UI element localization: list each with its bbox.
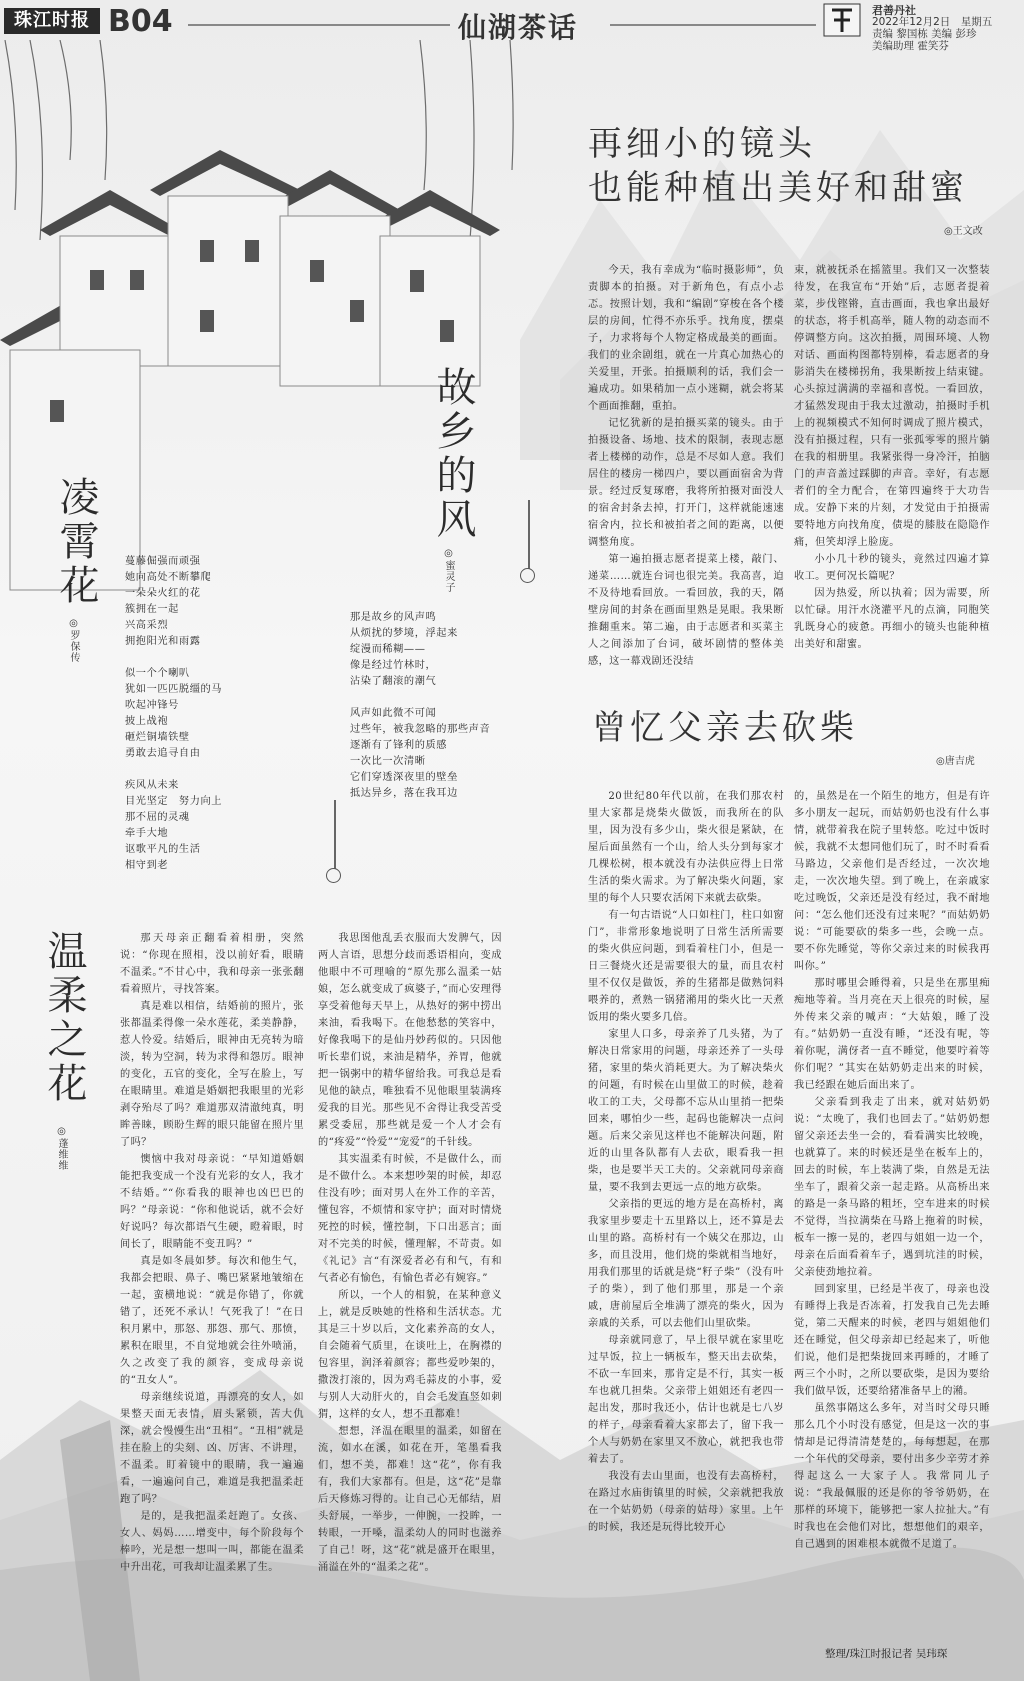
paragraph: 第一遍拍摄志愿者提菜上楼，敲门、递菜……就连台词也很完美。我高喜，迫不及待地看回放。一看回放，我的天，隔壁房间的封条在画面里熟是晃眼。我果断推翻重来。第二遍，由于志愿者和买菜主人之间添加了台词，破坏剧情的整体美感，这一幕戏剧还没结 (588, 554, 784, 667)
poem-line: 它们穿透深夜里的壁垒 (350, 772, 458, 783)
poem-line: 逐渐有了锋利的质感 (350, 740, 448, 751)
poem-line: 牵手大地 (125, 828, 169, 839)
poem-line: 沾染了翻滚的潮气 (350, 676, 437, 687)
paragraph: 回到家里，已经是半夜了，母亲也没有睡得上我是否冻着，打发我自己先去睡觉，第二天醒来的时候，老四与姐姐他们还在睡觉，但父母亲却已经起来了，听他们说，他们是把柴拢回来再睡的，才睡了两三个小时，之所以要砍柴，是因为要给我们做早饭，还要给猪准备早上的潲。 (794, 1284, 990, 1397)
poem-line: 抵达异乡，落在我耳边 (350, 788, 458, 799)
article-lens-title (588, 122, 968, 210)
article-lens-author: ◎王文改 (944, 226, 983, 237)
paragraph: 母亲就同意了，早上很早就在家里吃过早饭，拉上一辆板车，整天出去砍柴，不砍一车回来，那肯定是不行，其实一板车也就几担柴。父亲带上姐姐还有老四一起出发，那时我还小，估计也就是七八岁的样子，母亲看着大家都去了，留下我一个人与奶奶在家里又不放心，就把我也带着去了。 (588, 1335, 784, 1465)
issue-meta (872, 16, 992, 52)
poem-line: 砸烂铜墙铁壁 (125, 732, 190, 743)
article-father-title: 曾忆父亲去砍柴 (592, 708, 858, 748)
masthead (0, 0, 1024, 52)
poem-stanza (125, 554, 222, 650)
poem-line: 风声如此微不可闻 (350, 708, 437, 719)
paragraph: 我没有去山里面，也没有去高桥村，在路过水庙街镇里的时候，父亲就把我放在一个姑奶奶（母亲的姑母）家里。上午的时候，我还是玩得比较开心 (588, 1471, 784, 1533)
poem-stanza (350, 706, 490, 802)
paragraph: 有一句古语说“人口如柱门，柱口如窗门”，非常形象地说明了日常生活所需要的柴火供应问题，到看着柱门小，但是一日三餐烧火还是需要很大的量，而且农村里不仅仅是做饭，养的生猪都是做熟饲料喂养的，煮熟一锅猪潲用的柴火比一天煮饭用的柴火要多几倍。 (588, 910, 784, 1023)
article-gentle-author: ◎蓬维维 (56, 1126, 67, 1171)
poem-line: 疾风从未来 (125, 780, 179, 791)
section-title: 仙湖茶话 (458, 11, 579, 44)
poem-line: 一朵朵火红的花 (125, 588, 201, 599)
header-rule-left (188, 24, 450, 26)
article-lens-title-line2: 也能种植出美好和甜蜜 (588, 168, 968, 208)
poem-line: 讴歌平凡的生活 (125, 844, 201, 855)
paragraph: 家里人口多，母亲养了几头猪，为了解决日常家用的问题，母亲还养了一头母猪，家里的柴火消耗更大。为了解决柴火的问题，有时候在山里做工的时候，趁着收工的工夫，父母都不忘从山里捎一把柴回来，哪怕少一些，起码也能解决一点问题。后来父亲见这样也不能解决问题，附近的山里各队都有人去砍，眼看我一担柴，也是要半天工夫的。父亲就同母亲商量，要不我到去更远一点的地方砍柴。 (588, 1029, 784, 1193)
poem-line: 相守到老 (125, 860, 169, 871)
article-father-author: ◎唐吉虎 (936, 756, 975, 767)
poem-line: 她向高处不断攀爬 (125, 572, 212, 583)
paragraph: 是的，是我把温柔赶跑了。女孩、女人、妈妈……增变中，每个阶段每个棒吟，光是想一想叫一叫，都能在温柔中升出花，可我却让温柔累了生。 (120, 1511, 304, 1573)
paragraph: 真是难以相信，结婚前的照片，张张都温柔得像一朵水莲花，柔美静静，惹人怜爱。结婚后，眼神由无亮转为暗淡，转为空洞，转为求得和怨厉。眼神的变化，五官的变化，全写在脸上，写在眼睛里。难道是婚姻把我眼里的光彩剥夺殆尽了吗？难道那双清澈纯真，明眸善睐，顾盼生辉的眼只能留在照片里了吗？ (120, 1001, 304, 1148)
paragraph: 懊恼中我对母亲说：“早知道婚姻能把我变成一个没有光彩的女人，我才不结婚。”“你看我的眼神也凶巴巴的吗？”母亲说：“你和他说话，就不会好好说吗？每次都语气生硬，瞪着眼，时间长了，眼睛能不变丑吗？” (120, 1154, 304, 1250)
poem-line: 那不屈的灵魂 (125, 812, 190, 823)
paragraph: 那时哪里会睡得着，只是坐在那里痴痴地等着。当月亮在天上很亮的时候，屋外传来父亲的喊声：“大姑娘，睡了没有。”姑奶奶一直没有睡，“还没有呢，等着你呢，满伢者一直不睡觉，他要咛着等你们呢？”其实在姑奶奶走出来的时候，我已经跟在她后面出来了。 (794, 978, 990, 1091)
paragraph: 的，虽然是在一个陌生的地方，但是有许多小朋友一起玩，而姑奶奶也没有什么事情，就带着我在院子里转悠。吃过中饭时候，我就不太想同他们玩了，时不时看看马路边，父亲他们是否经过，一次次地走，一次次地失望。到了晚上，在亲戚家吃过晚饭，父亲还是没有经过，我不耐地问：“怎么他们还没有过来呢？”而姑奶奶说：“可能要砍的柴多一些，会晚一点。要不你先睡觉，等你父亲过来的时候我再叫你。” (794, 791, 990, 972)
article-lens-title-line1: 再细小的镜头 (588, 124, 816, 164)
article-lens-col2 (794, 262, 990, 653)
poem-stanza (350, 610, 490, 690)
column-logo-icon (822, 2, 862, 38)
column-name: 君善丹社 (872, 4, 916, 17)
paragraph: 小小几十秒的镜头，竟然过四遍才算收工。更何况长篇呢？ (794, 554, 990, 582)
paragraph: 父亲看到我走了出来，就对姑奶奶说：“太晚了，我们也回去了。”姑奶奶想留父亲还去坐一会的，看看满实比较晚，也就算了。来的时候还是坐在板车上的，回去的时候，车上装满了柴，自然是无法坐车了，跟着父亲一起走路。从高桥出来的路是一条马路的粗坯，空车进来的时候不觉得，当拉满柴在马路上拖着的时候，板车一擦一晃的，老四与姐姐一边一个，母亲在后面看着车子，遇到坑洼的时候，父亲使劲地拉着。 (794, 1097, 990, 1278)
assistant-credits: 美编助理 霍笑芬 (872, 40, 949, 52)
poem-line: 披上战袍 (125, 716, 169, 727)
poem-line: 过些年，被我忽略的那些声音 (350, 724, 491, 735)
article-father-col1 (588, 788, 784, 1536)
poem-line: 兴高采烈 (125, 620, 169, 631)
poem-line: 似一个个喇叭 (125, 668, 190, 679)
paragraph: 因为热爱，所以执着；因为需要，所以忙碌。用汗水浇灌平凡的点滴，同胞笑乳既身心的疲惫。再细小的镜头也能种植出美好和甜蜜。 (794, 588, 990, 650)
poem-line: 拥抱阳光和雨露 (125, 636, 201, 647)
decorative-circle-icon (520, 568, 535, 583)
paragraph: 今天，我有幸成为“临时摄影师”，负责脚本的拍摄。对于新角色，有点小忐忑。按照计划，我和“编剧”穿梭在各个楼层的房间，忙得不亦乐乎。找角度，摆桌子，力求将每个人物定格成最美的画面。我们的业余剧组，就在一片真心加热心的关爱里，开张。拍摄顺利的话，我们会一遍成功。如果稍加一点小迷糊，就会将某个画面推翻，重拍。 (588, 265, 784, 412)
poem-lingxiao-author: ◎罗保传 (68, 618, 79, 663)
paragraph: 真是如冬晨如梦。每次和他生气，我都会把眼、鼻子、嘴巴紧紧地皱缩在一起，蛮横地说：“就是你错了，你就错了，还死不承认！气死我了！”在日积月累中，那怒、那怨、那气、那愤，累积在眼里，不自觉地就会往外喷涌，久之改变了我的颜容，变成母亲说的“丑女人”。 (120, 1256, 304, 1386)
poem-stanza (125, 666, 222, 762)
paragraph: 虽然事隔这么多年，对当时父母只睡那么几个小时没有感觉，但是这一次的事情却是记得清清楚楚的，每每想起，在那一个年代的父母亲，要付出多少辛劳才养得起这么一大家子人。我常同儿子说：“我最佩服的还是你的爷爷奶奶，在那样的环境下，能够把一家人拉扯大。”有时我也在会他们对比，想想他们的艰辛，自己遇到的困难根本就微不足道了。 (794, 1403, 990, 1550)
poem-line: 吹起冲锋号 (125, 700, 179, 711)
paragraph: 我思图他乱丢衣服而大发脾气，因两人言语，思想分歧而悉语相向，变成他眼中不可理喻的“原先那么温柔一姑娘，怎么就变成了疯婆子，”而心安理得享受着他每天早上，从热好的粥中捞出来油，看我喝下。在他愁愁的笑容中，好像我喝下的是仙丹妙药似的。只因他听长辈们说，来油是精华，养胃，他就把一锅粥中的精华留给我。可我总是看见他的缺点，唯独看不见他眼里装满疼爱我的目光。那些见不舍得让我受苦受累受委屈，那些就是爱一个人才会有的“疼爱”“怜爱”“宠爱”的千针线。 (318, 933, 502, 1148)
article-gentle-title: 温柔之花 (41, 930, 87, 1106)
poem-line: 那是故乡的风声鸣 (350, 612, 437, 623)
editor-credits: 责编 黎国栋 美编 彭珍 (872, 28, 977, 40)
paragraph: 母亲继续说道，再漂亮的女人，如果整天面无表情，眉头紧锁，苦大仇深，就会慢慢生出“丑相”。“丑相”就是挂在脸上的尖刻、凶、厉害、不讲理，不温柔。盯着镜中的眼睛，我一遍遍看，一遍遍问自己，难道是我把温柔赶跑了吗？ (120, 1392, 304, 1505)
poem-line: 目光坚定 努力向上 (125, 796, 223, 807)
page-number: B04 (108, 4, 173, 39)
header-rule-right (610, 24, 816, 26)
poem-hometown-author: ◎蜜灵子 (443, 548, 454, 593)
decorative-line (334, 800, 336, 870)
poem-line: 簇拥在一起 (125, 604, 179, 615)
paragraph: 所以，一个人的相貌，在某种意义上，就是反映她的性格和生活状态。尤其是三十岁以后，文化素养高的女人，自会随着气质里，在谈吐上，在胸襟的包容里，润泽着颜容；都些爱吵架的，撒泼打滚的，因为鸡毛蒜皮的小事，爱与别人大动肝火的，自会毛发直竖如刺猬，这样的女人，想不丑都难！ (318, 1290, 502, 1420)
poem-hometown-body (350, 610, 490, 818)
poem-line: 像是经过竹林时， (350, 660, 437, 671)
poem-lingxiao-body (125, 554, 222, 890)
decorative-circle-icon (326, 868, 341, 883)
paragraph: 想想，泽温在眼里的温柔，如留在流，如水在溪，如花在开，笔墨看我们，想不美，都难！这“花”，你有我有，我们大家都有。但是，这“花”是靠后天修炼习得的。让自己心无郁结，眉头舒展，一举步，一伸腕，一投眸，一转眼，一开嗓，温柔幼人的同时也滋养了自己！呀，这“花”就是盛开在眼里，涌溢在外的“温柔之花”。 (318, 1426, 502, 1573)
paragraph: 那天母亲正翻看着相册，突然说：“你现在照相，没以前好看，眼睛不温柔。”不甘心中，我和母亲一张张翻看着照片，寻找答案。 (120, 933, 304, 995)
decorative-line (528, 500, 530, 570)
paragraph: 束，就被抚杀在摇篮里。我们又一次整装待发，在我宣布“开始”后，志愿者提着菜，步伐铿锵，直击画面，我也拿出最好的状态，将手机高举，随人物的动态而不停调整方向。这次拍摄，周围环境、人物对话、画面构图都特别棒，看志愿者的身影消失在楼梯拐角，我果断按上结束键。心头掠过满满的幸福和喜悦。一看回放，才猛然发现由于我太过激动，拍摄时手机上的视频模式不知何时调成了照片模式，没有拍摄过程，只有一张孤零零的照片躺在我的相册里。我紧张得一身冷汗，拍脑门的声音盖过踩脚的声音。幸好，有志愿者们的全力配合，在第四遍终于大功告成。安静下来的片刻，才发觉由于拍摄需要特地方向找角度，债堤的膝肢在隐隐作痛，但笑却浮上脸庞。 (794, 265, 990, 548)
article-lens-col1 (588, 262, 784, 670)
poem-line: 从烦扰的梦境，浮起来 (350, 628, 458, 639)
page-credit: 整理/珠江时报记者 吴玮琛 (825, 1648, 948, 1660)
issue-date: 2022年12月2日 星期五 (872, 16, 993, 28)
poem-hometown-title: 故乡的风 (430, 366, 476, 542)
paper-name: 珠江时报 (4, 8, 100, 34)
paragraph: 20世纪80年代以前，在我们那农村里大家都是烧柴火做饭，而我所在的队里，因为没有多少山，柴火很是紧缺，在屋后面虽然有一个山，给人头分到每家才几棵松树，根本就没有办法供应得上日常生活的柴火需求。为了解决柴火问题，家里的每个人只要农活闲下来就去砍柴。 (588, 791, 784, 904)
poem-lingxiao-title: 凌霄花 (53, 476, 99, 608)
poem-stanza (125, 778, 222, 874)
poem-line: 勇敢去追寻自由 (125, 748, 201, 759)
paragraph: 其实温柔有时候，不是做什么，而是不做什么。本来想吵架的时候，却忍住没有吵；面对男人在外工作的辛苦，懂包容，不烦情和家守护；面对时情烧死控的时候，懂控制，下口出恶言；面对不完美的时候，懂理解，不苛责。如《礼记》言“有深爱者必有和气，有和气者必有愉色，有愉色者必有婉容。” (318, 1154, 502, 1284)
article-gentle-col2 (318, 930, 502, 1576)
poem-line: 蔓藤倔强而顽强 (125, 556, 201, 567)
poem-line: 一次比一次清晰 (350, 756, 426, 767)
article-gentle-col1 (120, 930, 304, 1576)
poem-line: 绽漫而稀糊—— (350, 644, 426, 655)
article-father-col2 (794, 788, 990, 1553)
poem-line: 犹如一匹匹脱缰的马 (125, 684, 223, 695)
paragraph: 父亲指的更远的地方是在高桥村，离我家里步要走十五里路以上，还不算是去山里的路。高桥村有一个姨父在那边，山多，而且没用，他们烧的柴就相当地好，用我们那里的话就是烧“籽子柴”（没有叶子的柴），到了他们那里，那是一个亲戚，唐前屋后全堆满了漂亮的柴火，因为亲戚的关系，可以去他们山里砍柴。 (588, 1199, 784, 1329)
paragraph: 记忆犹新的是拍摄买菜的镜头。由于拍摄设备、场地、技术的限制，表现志愿者上楼梯的动作，总是不尽如人意。我们居住的楼房一梯四户，要以画面宿舍为背景。经过反复琢磨，我将所拍摄对面没人的宿舍封条去掉，打开门，这样就能速速宿舍内，拉长和被拍者之间的距离，以便调整角度。 (588, 418, 784, 548)
